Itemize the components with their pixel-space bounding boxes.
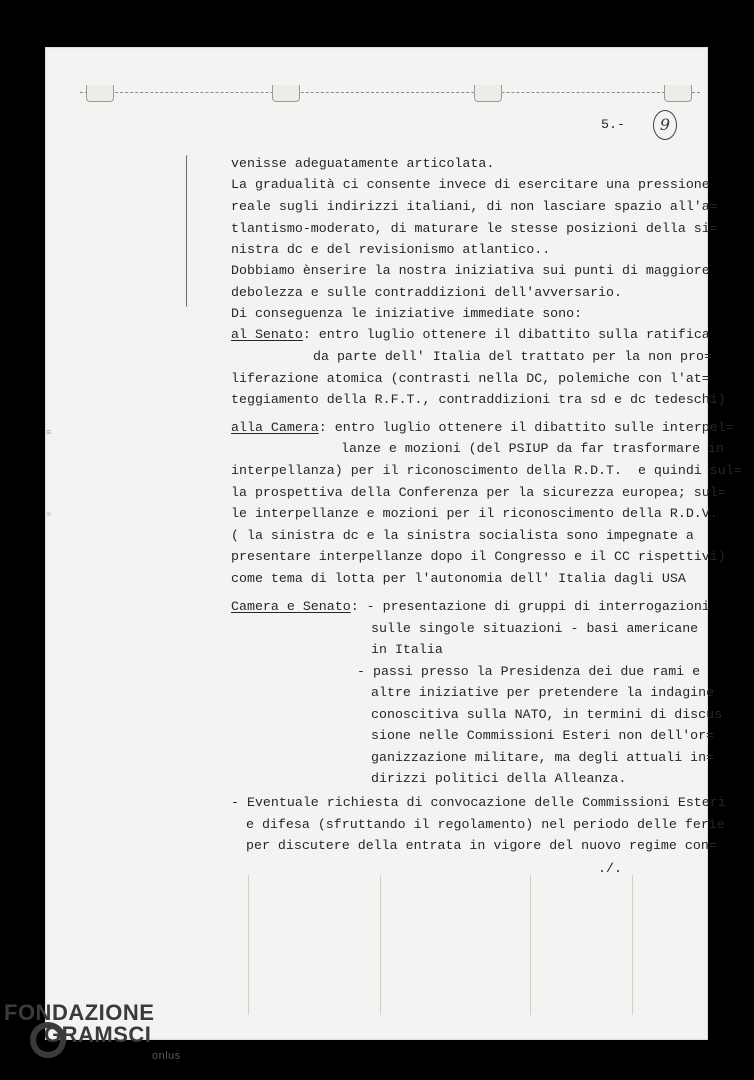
text-line: teggiamento della R.F.T., contraddizioni tra sd e dc tedeschi) xyxy=(231,392,726,407)
text-line-camera: alla Camera: entro luglio ottenere il dibattito sulle interpel= xyxy=(231,420,734,435)
text-line: ( la sinistra dc e la sinistra socialista sono impegnate a xyxy=(231,528,694,543)
text-line: dirizzi politici della Alleanza. xyxy=(371,771,627,786)
margin-smudge: ≈ xyxy=(46,510,52,520)
text-line: lanze e mozioni (del PSIUP da far trasformare in xyxy=(341,441,725,456)
margin-smudge: ≡ xyxy=(46,428,52,438)
text-line: da parte dell' Italia del trattato per la non pro= xyxy=(313,349,712,364)
text-line: come tema di lotta per l'autonomia dell' Italia dagli USA xyxy=(231,571,686,586)
section-label: alla Camera xyxy=(231,420,319,435)
text-line-camera-senato: Camera e Senato: - presentazione di gruppi di interrogazioni xyxy=(231,599,710,614)
text-line: e difesa (sfruttando il regolamento) nel periodo delle ferie xyxy=(246,817,725,832)
text-line: debolezza e sulle contraddizioni dell'avversario. xyxy=(231,285,622,300)
binder-clip xyxy=(474,85,502,102)
text-line: la prospettiva della Conferenza per la sicurezza europea; sul= xyxy=(231,485,726,500)
watermark-line-2: GRAMSCI xyxy=(44,1022,152,1047)
section-label: al Senato xyxy=(231,327,303,342)
scan-stripe xyxy=(380,875,381,1015)
text-line: liferazione atomica (contrasti nella DC, polemiche con l'at= xyxy=(231,371,710,386)
text-line: tlantismo-moderato, di maturare le stesse posizioni della si= xyxy=(231,221,718,236)
binder-clip xyxy=(272,85,300,102)
text-line-senato: al Senato: entro luglio ottenere il dibattito sulla ratifica xyxy=(231,327,710,342)
section-label: Camera e Senato xyxy=(231,599,351,614)
text-line: altre iniziative per pretendere la indagine xyxy=(371,685,715,700)
binder-clip xyxy=(664,85,692,102)
continuation-mark: ./. xyxy=(598,861,622,876)
binder-clip xyxy=(86,85,114,102)
scan-stripe xyxy=(530,875,531,1015)
text-line: conoscitiva sulla NATO, in termini di discus xyxy=(371,707,723,722)
text-line: sione nelle Commissioni Esteri non dell'or= xyxy=(371,728,715,743)
scan-stripe xyxy=(632,875,633,1015)
text-line: le interpellanze e mozioni per il riconoscimento della R.D.V. xyxy=(231,506,718,521)
text-line: - passi presso la Presidenza dei due rami e xyxy=(357,664,701,679)
watermark-line-1: FONDAZIONE xyxy=(4,1000,155,1025)
text-line: venisse adeguatamente articolata. xyxy=(231,156,495,171)
page-number: 5.- xyxy=(601,117,625,132)
text-line: - Eventuale richiesta di convocazione delle Commissioni Esteri xyxy=(231,795,726,810)
text-line: Dobbiamo ènserire la nostra iniziativa sui punti di maggiore xyxy=(231,263,710,278)
perforation-line xyxy=(80,92,700,93)
document-page xyxy=(45,47,708,1040)
text-line: Di conseguenza le iniziative immediate sono: xyxy=(231,306,583,321)
text-line: nistra dc e del revisionismo atlantico.. xyxy=(231,242,551,257)
text-line: La gradualità ci consente invece di esercitare una pressione xyxy=(231,177,710,192)
text-line: sulle singole situazioni - basi americane xyxy=(371,621,699,636)
text-line: reale sugli indirizzi italiani, di non lasciare spazio all'a= xyxy=(231,199,718,214)
text-line: interpellanza) per il riconoscimento della R.D.T. e quindi sul= xyxy=(231,463,742,478)
text-line: ganizzazione militare, ma degli attuali in= xyxy=(371,750,715,765)
text-line: in Italia xyxy=(371,642,443,657)
text-line: per discutere della entrata in vigore del nuovo regime con= xyxy=(246,838,717,853)
watermark-line-3: onlus xyxy=(152,1050,181,1062)
scan-stripe xyxy=(248,875,249,1015)
text-line: presentare interpellanze dopo il Congresso e il CC rispettivi) xyxy=(231,549,726,564)
circled-page-number: 9 xyxy=(653,110,677,140)
margin-bracket-mark xyxy=(186,155,190,307)
